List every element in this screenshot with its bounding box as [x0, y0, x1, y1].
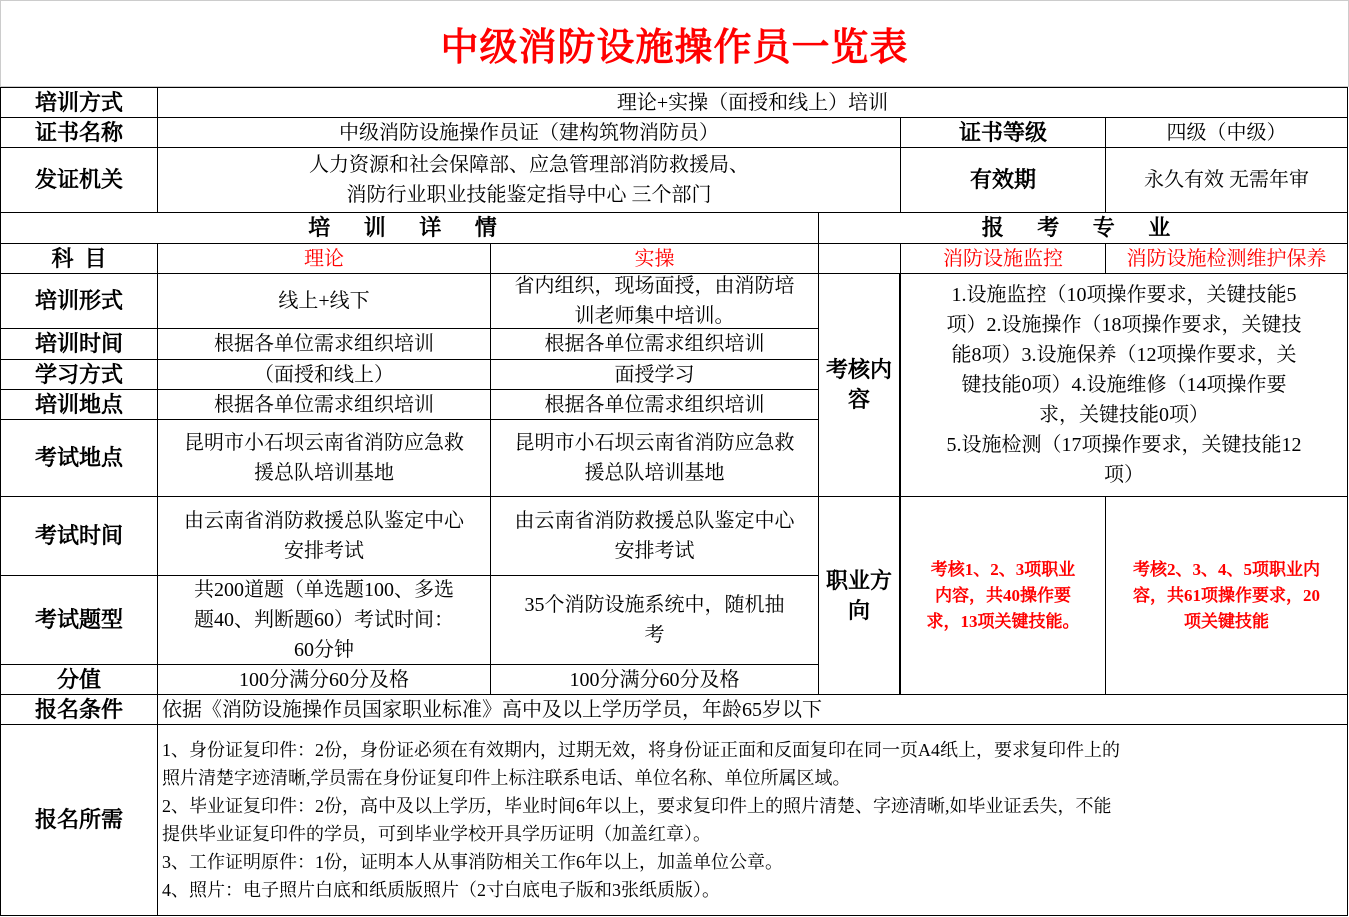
blank-cell [818, 243, 901, 274]
label-validity: 有效期 [900, 147, 1106, 213]
label-exam-type: 考试题型 [0, 575, 158, 665]
value-training-mode: 理论+实操（面授和线上）培训 [157, 87, 1348, 118]
section-training-details: 培 训 详 情 [0, 212, 819, 244]
header-major-maintenance: 消防设施检测维护保养 [1105, 243, 1348, 274]
value-condition: 依据《消防设施操作员国家职业标准》高中及以上学历学员，年龄65岁以下 [157, 694, 1348, 725]
career-monitoring: 考核1、2、3项职业 内容，共40操作要 求，13项关键技能。 [900, 496, 1106, 695]
label-issuer: 发证机关 [0, 147, 158, 213]
value-exam-content: 1.设施监控（10项操作要求，关键技能5 项）2.设施操作（18项操作要求，关键技 能8项）3.设施保养（12项操作要求，关 键技能0项）4.设施维修（14项操作要 求，关键技能0项） 5.设施检测（17项操作要求，关键技能12 项） [900, 273, 1348, 497]
label-cert-level: 证书等级 [900, 117, 1106, 148]
value-required: 1、身份证复印件：2份，身份证必须在有效期内，过期无效，将身份证正面和反面复印在同一页A4纸上，要求复印件上的 照片清楚字迹清晰,学员需在身份证复印件上标注联系电话、单位名称、单位所属区域。 2、毕业证复印件：2份，高中及以上学历，毕业时间6年以上，要求复印件上的照片清楚、字迹清晰,如毕业证丢失，不能 提供毕业证复印件的学员，可到毕业学校开具学历证明（加盖红章）。 3、工作证明原件：1份，证明本人从事消防相关工作6年以上，加盖单位公章。 4、照片：电子照片白底和纸质版照片（2寸白底电子版和3张纸质版）。 [157, 724, 1348, 916]
theory-exam-place: 昆明市小石坝云南省消防应急救 援总队培训基地 [157, 419, 491, 497]
label-cert-name: 证书名称 [0, 117, 158, 148]
label-score: 分值 [0, 664, 158, 695]
label-subject: 科 目 [0, 243, 158, 274]
theory-training-form: 线上+线下 [157, 273, 491, 329]
practice-exam-time: 由云南省消防救援总队鉴定中心 安排考试 [490, 496, 819, 576]
theory-exam-type: 共200道题（单选题100、多选 题40、判断题60）考试时间： 60分钟 [157, 575, 491, 665]
label-required: 报名所需 [0, 724, 158, 916]
theory-training-time: 根据各单位需求组织培训 [157, 328, 491, 360]
practice-exam-place: 昆明市小石坝云南省消防应急救 援总队培训基地 [490, 419, 819, 497]
label-study-method: 学习方式 [0, 359, 158, 390]
practice-training-form: 省内组织，现场面授，由消防培 训老师集中培训。 [490, 273, 819, 329]
value-cert-name: 中级消防设施操作员证（建构筑物消防员） [157, 117, 901, 148]
practice-study-method: 面授学习 [490, 359, 819, 390]
practice-training-place: 根据各单位需求组织培训 [490, 389, 819, 420]
label-training-place: 培训地点 [0, 389, 158, 420]
theory-exam-time: 由云南省消防救援总队鉴定中心 安排考试 [157, 496, 491, 576]
value-cert-level: 四级（中级） [1105, 117, 1348, 148]
practice-exam-type: 35个消防设施系统中，随机抽 考 [490, 575, 819, 665]
label-exam-content: 考核内容 [818, 273, 900, 497]
header-practice: 实操 [490, 243, 819, 274]
theory-training-place: 根据各单位需求组织培训 [157, 389, 491, 420]
practice-score: 100分满分60分及格 [490, 664, 819, 695]
label-training-form: 培训形式 [0, 273, 158, 329]
label-condition: 报名条件 [0, 694, 158, 725]
value-issuer: 人力资源和社会保障部、应急管理部消防救援局、 消防行业职业技能鉴定指导中心 三个部门 [157, 147, 901, 213]
header-major-monitoring: 消防设施监控 [900, 243, 1106, 274]
label-exam-time: 考试时间 [0, 496, 158, 576]
career-maintenance: 考核2、3、4、5项职业内 容，共61项操作要求，20 项关键技能 [1105, 496, 1348, 695]
label-career-direction: 职业方向 [818, 496, 900, 695]
theory-study-method: （面授和线上） [157, 359, 491, 390]
section-exam-major: 报 考 专 业 [818, 212, 1348, 244]
practice-training-time: 根据各单位需求组织培训 [490, 328, 819, 360]
header-theory: 理论 [157, 243, 491, 274]
label-training-mode: 培训方式 [0, 87, 158, 118]
value-validity: 永久有效 无需年审 [1105, 147, 1348, 213]
label-training-time: 培训时间 [0, 328, 158, 360]
label-exam-place: 考试地点 [0, 419, 158, 497]
page-title: 中级消防设施操作员一览表 [0, 0, 1349, 87]
theory-score: 100分满分60分及格 [157, 664, 491, 695]
